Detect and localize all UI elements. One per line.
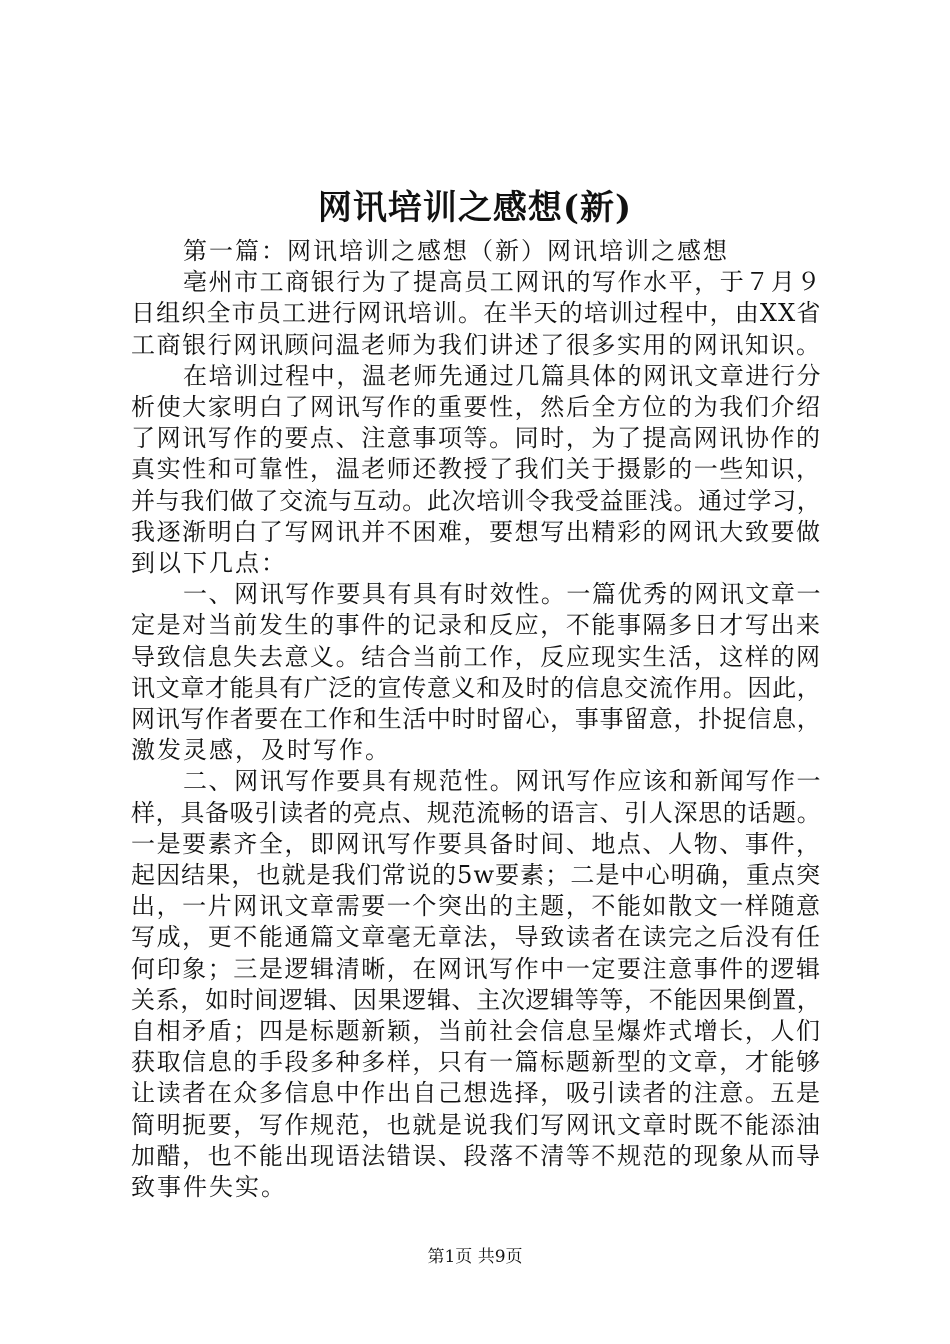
text-line: 真实性和可靠性，温老师还教授了我们关于摄影的一些知识，: [131, 455, 822, 484]
page-footer: 第1页 共9页: [427, 1247, 523, 1267]
text-line: 讯文章才能具有广泛的宣传意义和及时的信息交流作用。因此，: [131, 673, 822, 702]
text-line: 加醋，也不能出现语法错误、段落不清等不规范的现象从而导: [131, 1141, 822, 1170]
text-line: 简明扼要，写作规范，也就是说我们写网讯文章时既不能添油: [131, 1110, 822, 1139]
text-line: 定是对当前发生的事件的记录和反应，不能事隔多日才写出来: [131, 611, 822, 640]
text-line: 我逐渐明白了写网讯并不困难，要想写出精彩的网讯大致要做: [131, 517, 822, 546]
text-line: 第一篇：网讯培训之感想（新）网讯培训之感想: [183, 237, 729, 265]
paragraph: [131, 267, 827, 361]
document-body: [131, 236, 827, 1203]
text-line: 网讯写作者要在工作和生活中时时留心，事事留意，扑捉信息，: [131, 705, 822, 734]
text-line: 了网讯写作的要点、注意事项等。同时，为了提高网讯协作的: [131, 424, 822, 453]
text-line: 工商银行网讯顾问温老师为我们讲述了很多实用的网讯知识。: [131, 330, 822, 359]
text-line: 析使大家明白了网讯写作的重要性，然后全方位的为我们介绍: [131, 393, 822, 422]
text-line: 关系，如时间逻辑、因果逻辑、主次逻辑等等，不能因果倒置，: [131, 985, 822, 1014]
text-line: 获取信息的手段多种多样，只有一篇标题新型的文章，才能够: [131, 1048, 822, 1077]
text-line: 样，具备吸引读者的亮点、规范流畅的语言、引人深思的话题。: [131, 798, 822, 827]
text-line: 到以下几点：: [131, 549, 287, 578]
paragraph: [131, 579, 827, 766]
text-line: 导致信息失去意义。结合当前工作，反应现实生活，这样的网: [131, 642, 822, 671]
text-line: 出，一片网讯文章需要一个突出的主题，不能如散文一样随意: [131, 892, 822, 921]
text-line: 激发灵感，及时写作。: [131, 736, 391, 765]
paragraph: [131, 766, 827, 1203]
text-line: 亳州市工商银行为了提高员工网讯的写作水平，于７月９: [183, 268, 822, 297]
text-line: 何印象；三是逻辑清晰，在网讯写作中一定要注意事件的逻辑: [131, 954, 822, 983]
text-line: 二、网讯写作要具有规范性。网讯写作应该和新闻写作一: [183, 767, 822, 796]
text-line: 并与我们做了交流与互动。此次培训令我受益匪浅。通过学习，: [131, 486, 822, 515]
text-line: 日组织全市员工进行网讯培训。在半天的培训过程中，由XX省: [131, 299, 822, 328]
text-line: 致事件失实。: [131, 1173, 287, 1202]
text-line: 一、网讯写作要具有具有时效性。一篇优秀的网讯文章一: [183, 580, 822, 609]
text-line: 起因结果，也就是我们常说的5w要素；二是中心明确，重点突: [131, 861, 822, 890]
text-line: 一是要素齐全，即网讯写作要具备时间、地点、人物、事件，: [131, 829, 822, 858]
document-title: 网讯培训之感想(新): [317, 188, 633, 228]
text-line: 在培训过程中，温老师先通过几篇具体的网讯文章进行分: [183, 361, 822, 390]
paragraph: [131, 361, 827, 579]
paragraph: [131, 236, 827, 267]
text-line: 写成，更不能通篇文章毫无章法，导致读者在读完之后没有任: [131, 923, 822, 952]
text-line: 让读者在众多信息中作出自己想选择，吸引读者的注意。五是: [131, 1079, 822, 1108]
text-line: 自相矛盾；四是标题新颖，当前社会信息呈爆炸式增长，人们: [131, 1017, 822, 1046]
